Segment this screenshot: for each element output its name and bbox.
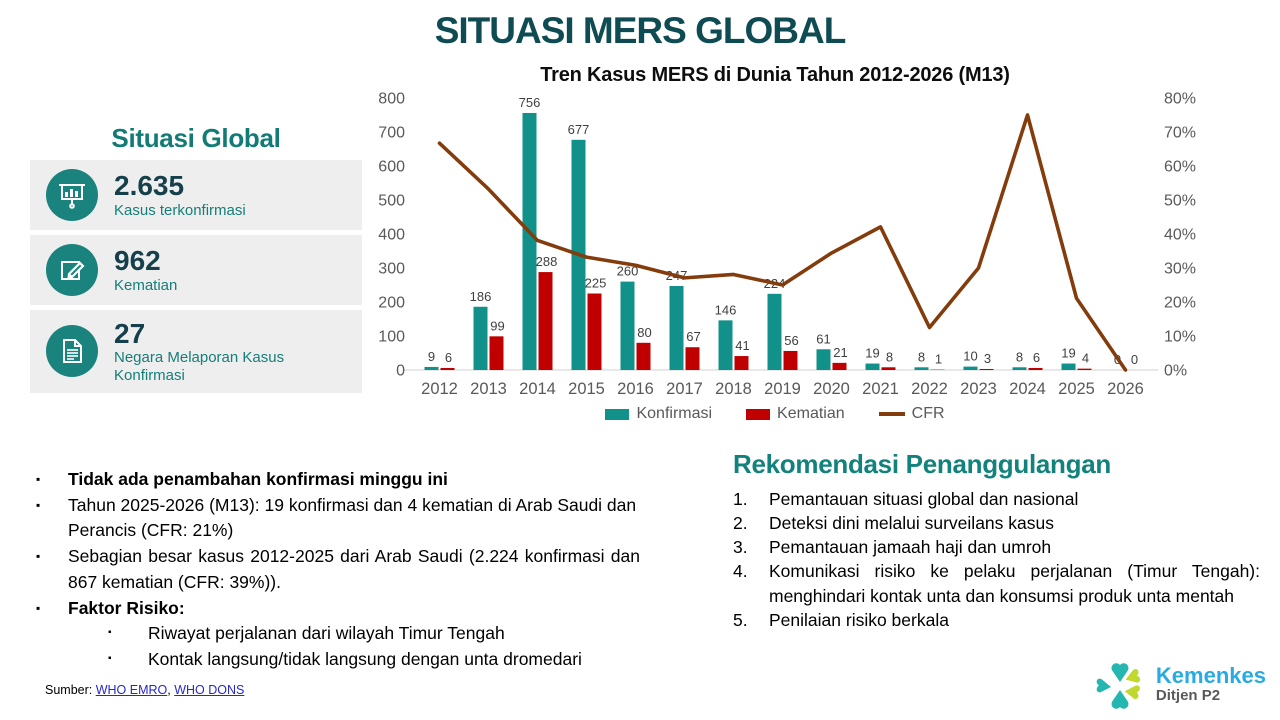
svg-text:50%: 50% — [1164, 192, 1197, 210]
cfr-line-swatch-icon — [879, 412, 905, 416]
svg-text:2025: 2025 — [1058, 380, 1095, 398]
legend-label: Kematian — [777, 405, 845, 422]
svg-text:6: 6 — [444, 349, 453, 365]
svg-text:677: 677 — [567, 121, 590, 137]
list-number: 2. — [733, 513, 748, 534]
konfirmasi-swatch-icon — [605, 409, 629, 420]
svg-text:6: 6 — [1032, 349, 1041, 365]
chart-canvas — [350, 88, 1210, 408]
recommendations-section — [733, 449, 1260, 632]
presentation-chart-icon — [46, 169, 98, 221]
recommendation-text: Komunikasi risiko ke pelaku perjalanan (Timur Tengah): menghindari kontak unta dan konsumsi produk unta mentah — [769, 561, 1260, 606]
note-text: Kontak langsung/tidak langsung dengan unta dromedari — [148, 648, 582, 669]
svg-text:0: 0 — [396, 362, 405, 380]
recommendation-text: Penilaian risiko berkala — [769, 609, 949, 630]
svg-text:99: 99 — [490, 318, 505, 334]
svg-text:2013: 2013 — [470, 380, 507, 398]
svg-text:247: 247 — [665, 268, 688, 284]
svg-text:8: 8 — [1015, 349, 1024, 365]
svg-text:80%: 80% — [1164, 90, 1197, 108]
stat-cards — [30, 160, 362, 393]
stat-card-deaths — [30, 235, 362, 305]
svg-text:20%: 20% — [1164, 294, 1197, 312]
svg-text:4: 4 — [1081, 350, 1090, 366]
list-item — [36, 467, 640, 493]
bullet-icon: ▪ — [36, 549, 41, 564]
source-label: Sumber: — [45, 683, 93, 697]
list-item — [733, 511, 1260, 535]
note-text: Faktor Risiko: — [68, 597, 185, 618]
countries-label: Negara Melaporan Kasus Konfirmasi — [114, 349, 285, 384]
recommendations-heading: Rekomendasi Penanggulangan — [733, 449, 1111, 479]
legend-item-cfr — [879, 405, 945, 423]
bullet-icon: ▪ — [36, 497, 41, 512]
key-points-list — [36, 467, 640, 672]
svg-text:80: 80 — [637, 324, 652, 340]
svg-text:2014: 2014 — [519, 380, 556, 398]
mers-trend-chart — [350, 88, 1210, 408]
svg-text:2026: 2026 — [1107, 380, 1144, 398]
list-number: 3. — [733, 537, 748, 558]
svg-text:40%: 40% — [1164, 226, 1197, 244]
edit-icon — [46, 244, 98, 296]
svg-text:2021: 2021 — [862, 380, 899, 398]
list-item — [733, 487, 1260, 511]
svg-text:500: 500 — [378, 192, 405, 210]
bullet-icon: ▪ — [36, 600, 41, 615]
svg-text:400: 400 — [378, 226, 405, 244]
list-number: 1. — [733, 489, 748, 509]
svg-text:8: 8 — [917, 349, 926, 365]
list-item — [733, 535, 1260, 559]
note-text: Riwayat perjalanan dari wilayah Timur Tengah — [148, 623, 505, 644]
svg-text:19: 19 — [865, 345, 880, 361]
svg-text:10: 10 — [963, 348, 978, 364]
list-item — [733, 559, 1260, 607]
svg-text:2024: 2024 — [1009, 380, 1046, 398]
svg-text:700: 700 — [378, 124, 405, 142]
bullet-icon: ▪ — [108, 627, 112, 639]
svg-text:9: 9 — [427, 348, 436, 364]
legend-item-kematian — [746, 405, 845, 423]
svg-text:2017: 2017 — [666, 380, 703, 398]
list-item — [108, 647, 640, 672]
svg-text:2018: 2018 — [715, 380, 752, 398]
list-item — [36, 493, 640, 544]
svg-text:756: 756 — [518, 94, 541, 110]
kematian-swatch-icon — [746, 409, 770, 420]
svg-text:10%: 10% — [1164, 328, 1197, 346]
svg-text:67: 67 — [686, 329, 701, 345]
svg-text:41: 41 — [735, 338, 750, 354]
recommendation-text: Pemantauan situasi global dan nasional — [769, 489, 1079, 509]
list-number: 5. — [733, 609, 748, 630]
deaths-count: 962 — [114, 245, 161, 277]
chart-title: Tren Kasus MERS di Dunia Tahun 2012-2026 (M13) — [540, 64, 1010, 86]
source-line — [45, 683, 244, 697]
svg-text:70%: 70% — [1164, 124, 1197, 142]
svg-text:300: 300 — [378, 260, 405, 278]
list-item — [733, 608, 1260, 632]
sidebar-heading: Situasi Global — [111, 123, 281, 153]
page-title: SITUASI MERS GLOBAL — [434, 10, 846, 51]
legend-label: CFR — [911, 405, 945, 422]
kemenkes-logo-icon — [1096, 656, 1150, 714]
chart-legend — [350, 405, 1200, 423]
confirmed-label: Kasus terkonfirmasi — [114, 201, 246, 219]
document-icon — [46, 325, 98, 377]
svg-text:60%: 60% — [1164, 158, 1197, 176]
kemenkes-logo — [1096, 656, 1266, 714]
kemenkes-logo-text — [1156, 665, 1266, 705]
note-text: Sebagian besar kasus 2012-2025 dari Arab Saudi (2.224 konfirmasi dan 867 kematian (CFR: 39%)). — [68, 546, 640, 592]
who-emro-link[interactable]: WHO EMRO — [95, 683, 168, 697]
svg-text:225: 225 — [584, 275, 607, 291]
legend-label: Konfirmasi — [636, 405, 713, 422]
stat-card-countries — [30, 310, 362, 393]
svg-text:0: 0 — [1113, 352, 1122, 367]
svg-text:200: 200 — [378, 294, 405, 312]
svg-text:2023: 2023 — [960, 380, 997, 398]
logo-subtitle: Ditjen P2 — [1155, 687, 1221, 704]
svg-text:8: 8 — [885, 349, 894, 365]
svg-text:21: 21 — [833, 344, 848, 360]
svg-text:56: 56 — [784, 332, 799, 348]
svg-text:146: 146 — [714, 302, 737, 318]
svg-text:2015: 2015 — [568, 380, 605, 398]
svg-text:0: 0 — [1130, 352, 1139, 367]
confirmed-count: 2.635 — [114, 170, 185, 202]
svg-text:2012: 2012 — [421, 380, 458, 398]
recommendation-text: Deteksi dini melalui surveilans kasus — [769, 513, 1054, 534]
legend-item-konfirmasi — [605, 405, 712, 423]
list-item — [108, 621, 640, 646]
svg-text:224: 224 — [763, 275, 786, 291]
bullet-icon: ▪ — [108, 652, 112, 664]
svg-text:30%: 30% — [1164, 260, 1197, 278]
list-item — [36, 596, 640, 622]
svg-text:186: 186 — [469, 288, 492, 304]
who-dons-link[interactable]: WHO DONS — [174, 683, 245, 697]
svg-text:2022: 2022 — [911, 380, 948, 398]
separator: , — [167, 683, 175, 697]
list-number: 4. — [733, 561, 748, 582]
svg-text:800: 800 — [378, 90, 405, 108]
note-text: Tahun 2025-2026 (M13): 19 konfirmasi dan 4 kematian di Arab Saudi dan Perancis (CFR: 21%) — [68, 494, 637, 541]
svg-text:2016: 2016 — [617, 380, 654, 398]
bullet-icon: ▪ — [36, 472, 41, 486]
svg-text:0%: 0% — [1164, 362, 1188, 380]
svg-text:260: 260 — [616, 263, 639, 279]
svg-text:1: 1 — [934, 351, 943, 367]
stat-card-text — [114, 319, 352, 384]
svg-text:19: 19 — [1061, 345, 1076, 361]
logo-name: Kemenkes — [1155, 663, 1266, 688]
svg-text:2020: 2020 — [813, 380, 850, 398]
list-item — [36, 544, 640, 595]
stat-card-text — [114, 246, 177, 294]
recommendation-text: Pemantauan jamaah haji dan umroh — [769, 537, 1052, 558]
svg-text:288: 288 — [535, 254, 558, 270]
note-text: Tidak ada penambahan konfirmasi minggu ini — [68, 469, 448, 489]
svg-text:2019: 2019 — [764, 380, 801, 398]
stat-card-confirmed — [30, 160, 362, 230]
svg-text:3: 3 — [983, 350, 992, 366]
deaths-label: Kematian — [114, 276, 178, 294]
svg-text:600: 600 — [378, 158, 405, 176]
countries-count: 27 — [114, 318, 146, 349]
stat-card-text — [114, 171, 246, 219]
svg-text:61: 61 — [816, 331, 831, 347]
svg-text:100: 100 — [378, 328, 405, 346]
